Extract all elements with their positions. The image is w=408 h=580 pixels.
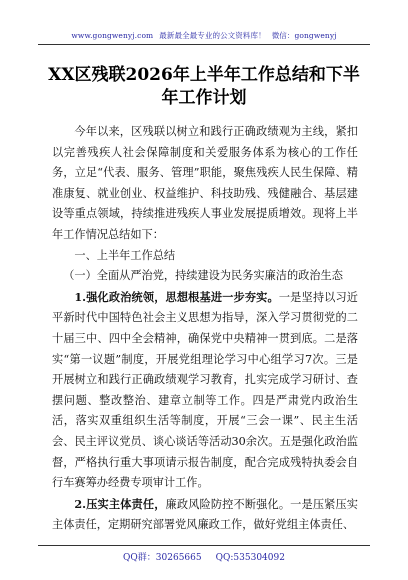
header-divider <box>38 44 370 45</box>
subsection-heading-1: （一）全面从严治党，持续建设为民务实廉洁的政治生态 <box>63 269 343 283</box>
item-1-paragraph <box>52 287 358 494</box>
footer-qq-group: QQ群：30265665 <box>123 553 202 563</box>
item-2-title: 2.压实主体责任， <box>74 496 166 511</box>
footer-divider <box>38 545 370 546</box>
item-2-paragraph <box>52 494 358 536</box>
document-title <box>0 64 408 110</box>
item-1-title: 1.强化政治统领，思想根基进一步夯实。 <box>74 289 279 304</box>
title-line-2: 年工作计划 <box>161 88 247 108</box>
footer-qq: QQ:535304092 <box>215 553 285 563</box>
intro-paragraph: 今年以来，区残联以树立和践行正确政绩观为主线，紧扣以完善残疾人社会保障制度和关爱服务体系为核心的工作任务，立足“代表、服务、管理”职能，聚焦残疾人民生保障、精准康复、就业创业、权益维护、科技助残、残健融合、基层建设等重点领域，持续推进残疾人事业发展提质增效。现将上半年工作情况总结如下： <box>52 125 358 241</box>
header-site: www.gongwenyj.com <box>71 31 154 40</box>
header-wechat: 微信：gongwenyj <box>271 31 337 40</box>
item-1-body: 一是坚持以习近平新时代中国特色社会主义思想为指导，深入学习贯彻党的二十届三中、四中全会精神，确保党中央精神一贯到底。二是落实“第一议题”制度，开展党组理论学习中心组学习7次。三是开展树立和践行正确政绩观学习教育，扎实完成学习研讨、查摆问题、整改整治、建章立制等工作。四是严肃党内政治生活，落实双重组织生活等制度，开展“三会一课”、民主生活会、民主评议党员、谈心谈话等活动30余次。五是强化政治监督，严格执行重大事项请示报告制度，配合完成残特执委会自行车赛筹办经费专项审计工作。 <box>52 290 358 490</box>
title-line-1: XX区残联2026年上半年工作总结和下半 <box>48 65 360 85</box>
header-slogan: 最新最全最专业的公文资料库！ <box>159 31 266 40</box>
page-footer <box>0 550 408 563</box>
page-header <box>0 30 408 41</box>
section-heading-1: 一、上半年工作总结 <box>74 248 176 262</box>
item-2-body: 廉政风险防控不断强化。一是压紧压实主体责任，定期研究部署党风廉政工作，做好党组主体责任、 <box>52 497 358 532</box>
document-body <box>52 122 358 536</box>
